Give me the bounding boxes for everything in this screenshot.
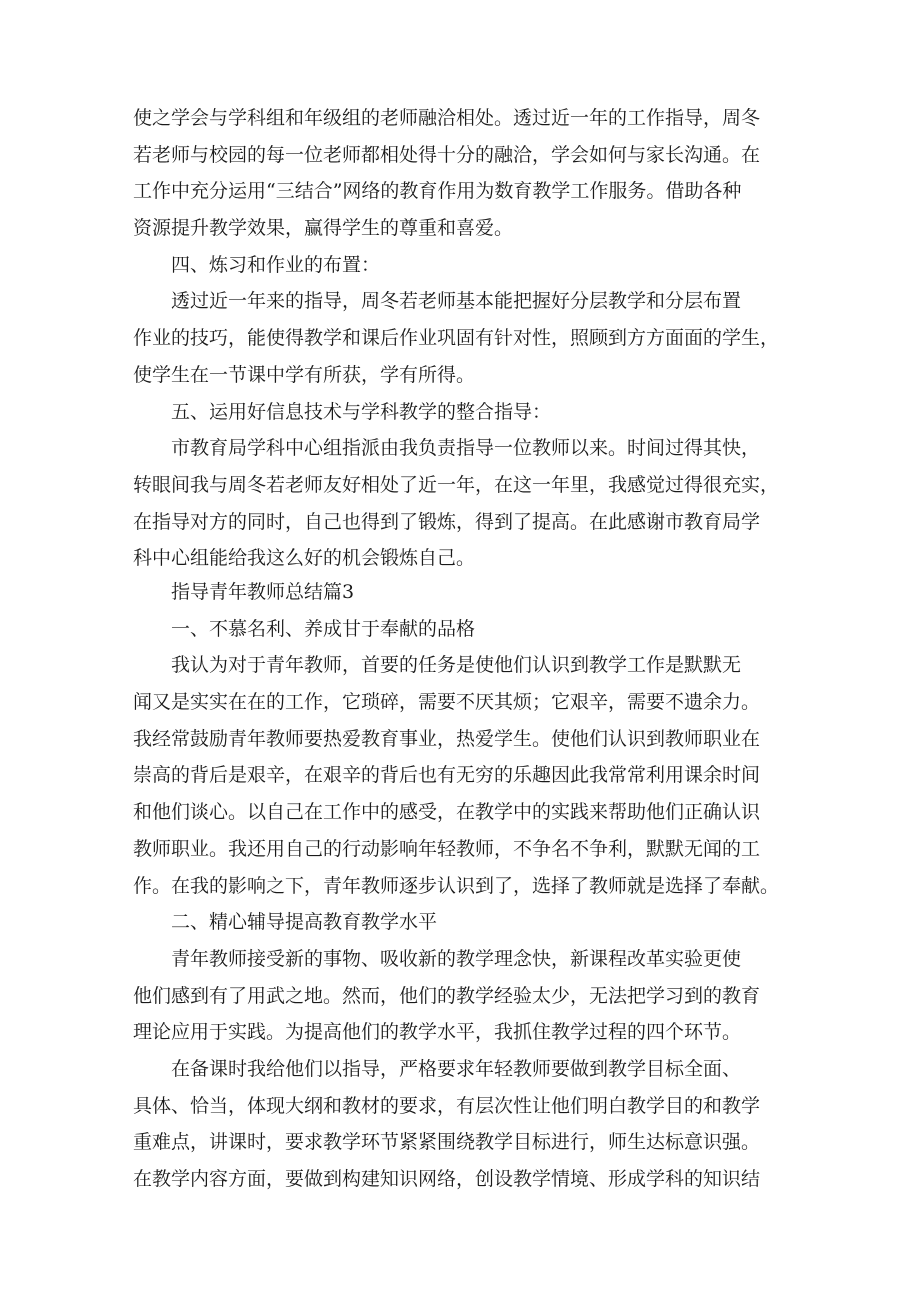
text-line: 他们感到有了用武之地。然而，他们的教学经验太少，无法把学习到的教育 (133, 984, 761, 1007)
text-line: 工作中充分运用“三结合”网络的教育作用为数育教学工作服务。借助各种 (133, 180, 742, 203)
text-line: 作业的技巧，能使得教学和课后作业巩固有针对性，照顾到方方面面的学生， (133, 327, 780, 350)
text-line: 若老师与校园的每一位老师都相处得十分的融洽，学会如何与家长沟通。在 (133, 143, 761, 166)
text-line: 一、不慕名利、养成甘于奉献的品格 (171, 617, 476, 640)
text-line: 指导青年教师总结篇3 (171, 581, 355, 603)
text-line: 作。在我的影响之下，青年教师逐步认识到了，选择了教师就是选择了奉献。 (133, 874, 780, 897)
text-line: 四、炼习和作业的布置： (171, 253, 381, 276)
text-line: 和他们谈心。以自己在工作中的感受，在教学中的实践来帮助他们正确认识 (133, 801, 761, 824)
text-line: 重难点，讲课时，要求教学环节紧紧围绕教学目标进行，师生达标意识强。 (133, 1131, 761, 1154)
text-line: 闻又是实实在在的工作，它琐碎，需要不厌其烦；它艰辛，需要不遗余力。 (133, 691, 761, 714)
text-line: 理论应用于实践。为提高他们的教学水平，我抓住教学过程的四个环节。 (133, 1021, 742, 1044)
text-line: 转眼间我与周冬若老师友好相处了近一年，在这一年里，我感觉过得很充实， (133, 473, 780, 496)
text-line: 科中心组能给我这么好的机会锻炼自己。 (133, 547, 476, 570)
text-line: 我认为对于青年教师，首要的任务是使他们认识到教学工作是默默无 (171, 654, 742, 677)
text-line: 崇高的背后是艰辛，在艰辛的背后也有无穷的乐趣因此我常常利用课余时间 (133, 764, 761, 787)
text-line: 在教学内容方面，要做到构建知识网络，创设教学情境、形成学科的知识结 (133, 1168, 761, 1190)
text-line: 在备课时我给他们以指导，严格要求年轻教师要做到教学目标全面、 (171, 1057, 742, 1080)
text-line: 二、精心辅导提高教育教学水平 (171, 911, 438, 934)
text-line: 我经常鼓励青年教师要热爱教育事业，热爱学生。使他们认识到教师职业在 (133, 727, 761, 750)
text-line: 五、运用好信息技术与学科教学的整合指导： (171, 400, 552, 423)
document-section-2 (133, 574, 793, 1198)
text-line: 具体、恰当，体现大纲和教材的要求，有层次性让他们明白教学目的和教学 (133, 1094, 761, 1117)
text-line: 资源提升教学效果，赢得学生的尊重和喜爱。 (133, 217, 514, 240)
document-section-1 (133, 100, 793, 577)
text-line: 使学生在一节课中学有所获，学有所得。 (133, 363, 476, 386)
text-line: 市教育局学科中心组指派由我负责指导一位教师以来。时间过得其快， (171, 437, 761, 460)
text-line: 在指导对方的同时，自己也得到了锻炼，得到了提高。在此感谢市教育局学 (133, 510, 761, 533)
text-line: 青年教师接受新的事物、吸收新的教学理念快，新课程改革实验更使 (171, 947, 742, 970)
text-line: 透过近一年来的指导，周冬若老师基本能把握好分层教学和分层布置 (171, 290, 742, 313)
text-line: 教师职业。我还用自己的行动影响年轻教师，不争名不争利，默默无闻的工 (133, 837, 761, 860)
text-line: 使之学会与学科组和年级组的老师融洽相处。透过近一年的工作指导，周冬 (133, 107, 761, 129)
